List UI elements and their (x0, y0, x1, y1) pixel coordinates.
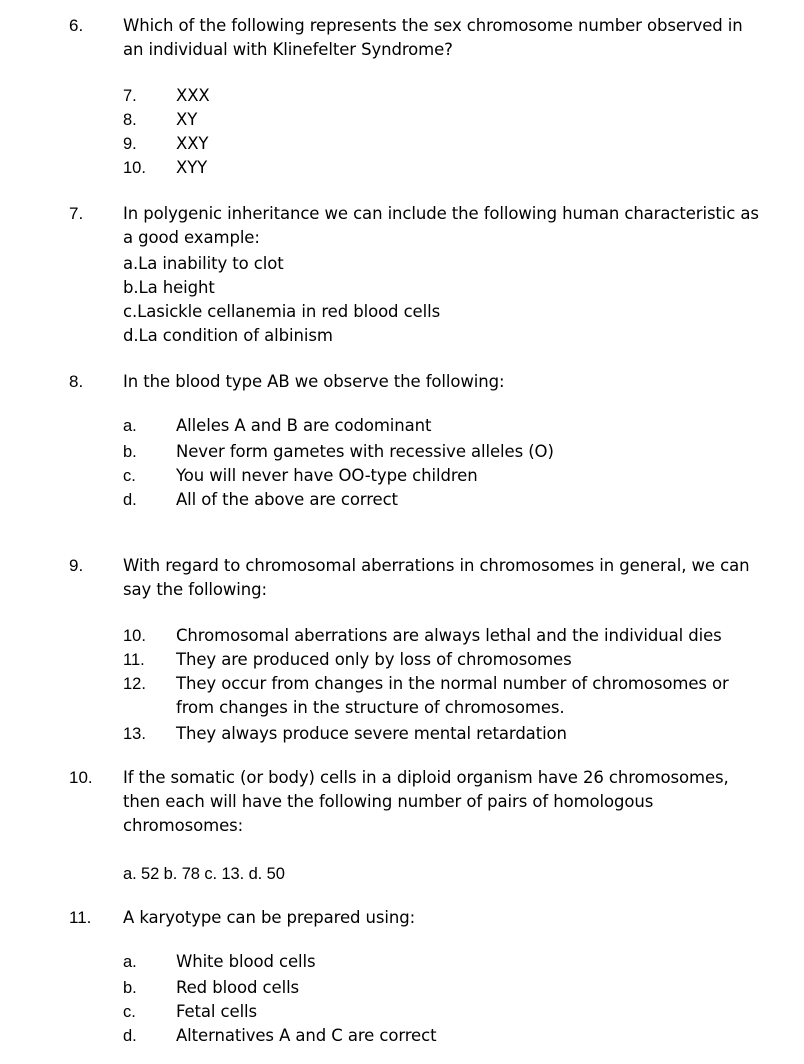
option-label: 10. (123, 159, 146, 177)
option-text: b.La height (123, 278, 215, 297)
option-text: XXY (176, 134, 209, 153)
option-text: XY (176, 110, 198, 129)
option-text: Chromosomal aberrations are always lethal and the individual dies (176, 626, 722, 645)
question-number: 11. (69, 908, 92, 927)
option-label: 10. (123, 627, 146, 645)
option-label: 12. (123, 675, 146, 693)
answer-choices-line: a. 52 b. 78 c. 13. d. 50 (123, 865, 285, 883)
option-text: d.La condition of albinism (123, 326, 333, 345)
question-text: In polygenic inheritance we can include the following human characteristic as a good example: (123, 204, 759, 247)
question-number: 9. (69, 556, 84, 575)
option-text: They are produced only by loss of chromosomes (176, 650, 572, 669)
question-text: A karyotype can be prepared using: (123, 908, 416, 927)
option-text: a.La inability to clot (123, 254, 284, 273)
question-text: Which of the following represents the sex chromosome number observed in an individual with Klinefelter Syndrome? (123, 16, 743, 59)
option-text: XYY (176, 158, 208, 177)
option-text: Alleles A and B are codominant (176, 416, 432, 435)
option-text: They always produce severe mental retardation (176, 724, 567, 743)
option-text: Red blood cells (176, 978, 300, 997)
option-text: Never form gametes with recessive alleles (O) (176, 442, 554, 461)
option-text: XXX (176, 86, 210, 105)
question-text: If the somatic (or body) cells in a diploid organism have 26 chromosomes, then each will have the following number of pairs of homologous chromosomes: (123, 768, 729, 835)
option-label: a. (123, 953, 137, 971)
option-label: 9. (123, 135, 137, 153)
option-label: c. (123, 467, 136, 485)
question-number: 6. (69, 16, 84, 35)
option-text: White blood cells (176, 952, 316, 971)
option-label: b. (123, 979, 137, 997)
option-text: They occur from changes in the normal number of chromosomes or from changes in the structure of chromosomes. (176, 674, 729, 717)
option-text: c.Lasickle cellanemia in red blood cells (123, 302, 441, 321)
option-label: c. (123, 1003, 136, 1021)
option-text: You will never have OO-type children (176, 466, 478, 485)
option-label: 7. (123, 87, 137, 105)
option-text: Alternatives A and C are correct (176, 1026, 437, 1045)
question-number: 8. (69, 372, 84, 391)
option-text: Fetal cells (176, 1002, 258, 1021)
question-number: 7. (69, 204, 84, 223)
option-label: a. (123, 417, 137, 435)
option-label: 13. (123, 725, 146, 743)
option-label: 8. (123, 111, 137, 129)
option-text: All of the above are correct (176, 490, 398, 509)
option-label: d. (123, 1027, 137, 1045)
option-label: d. (123, 491, 137, 509)
question-text: With regard to chromosomal aberrations in chromosomes in general, we can say the following: (123, 556, 750, 599)
question-number: 10. (69, 768, 93, 787)
question-text: In the blood type AB we observe the following: (123, 372, 505, 391)
option-label: 11. (123, 651, 145, 669)
option-label: b. (123, 443, 137, 461)
